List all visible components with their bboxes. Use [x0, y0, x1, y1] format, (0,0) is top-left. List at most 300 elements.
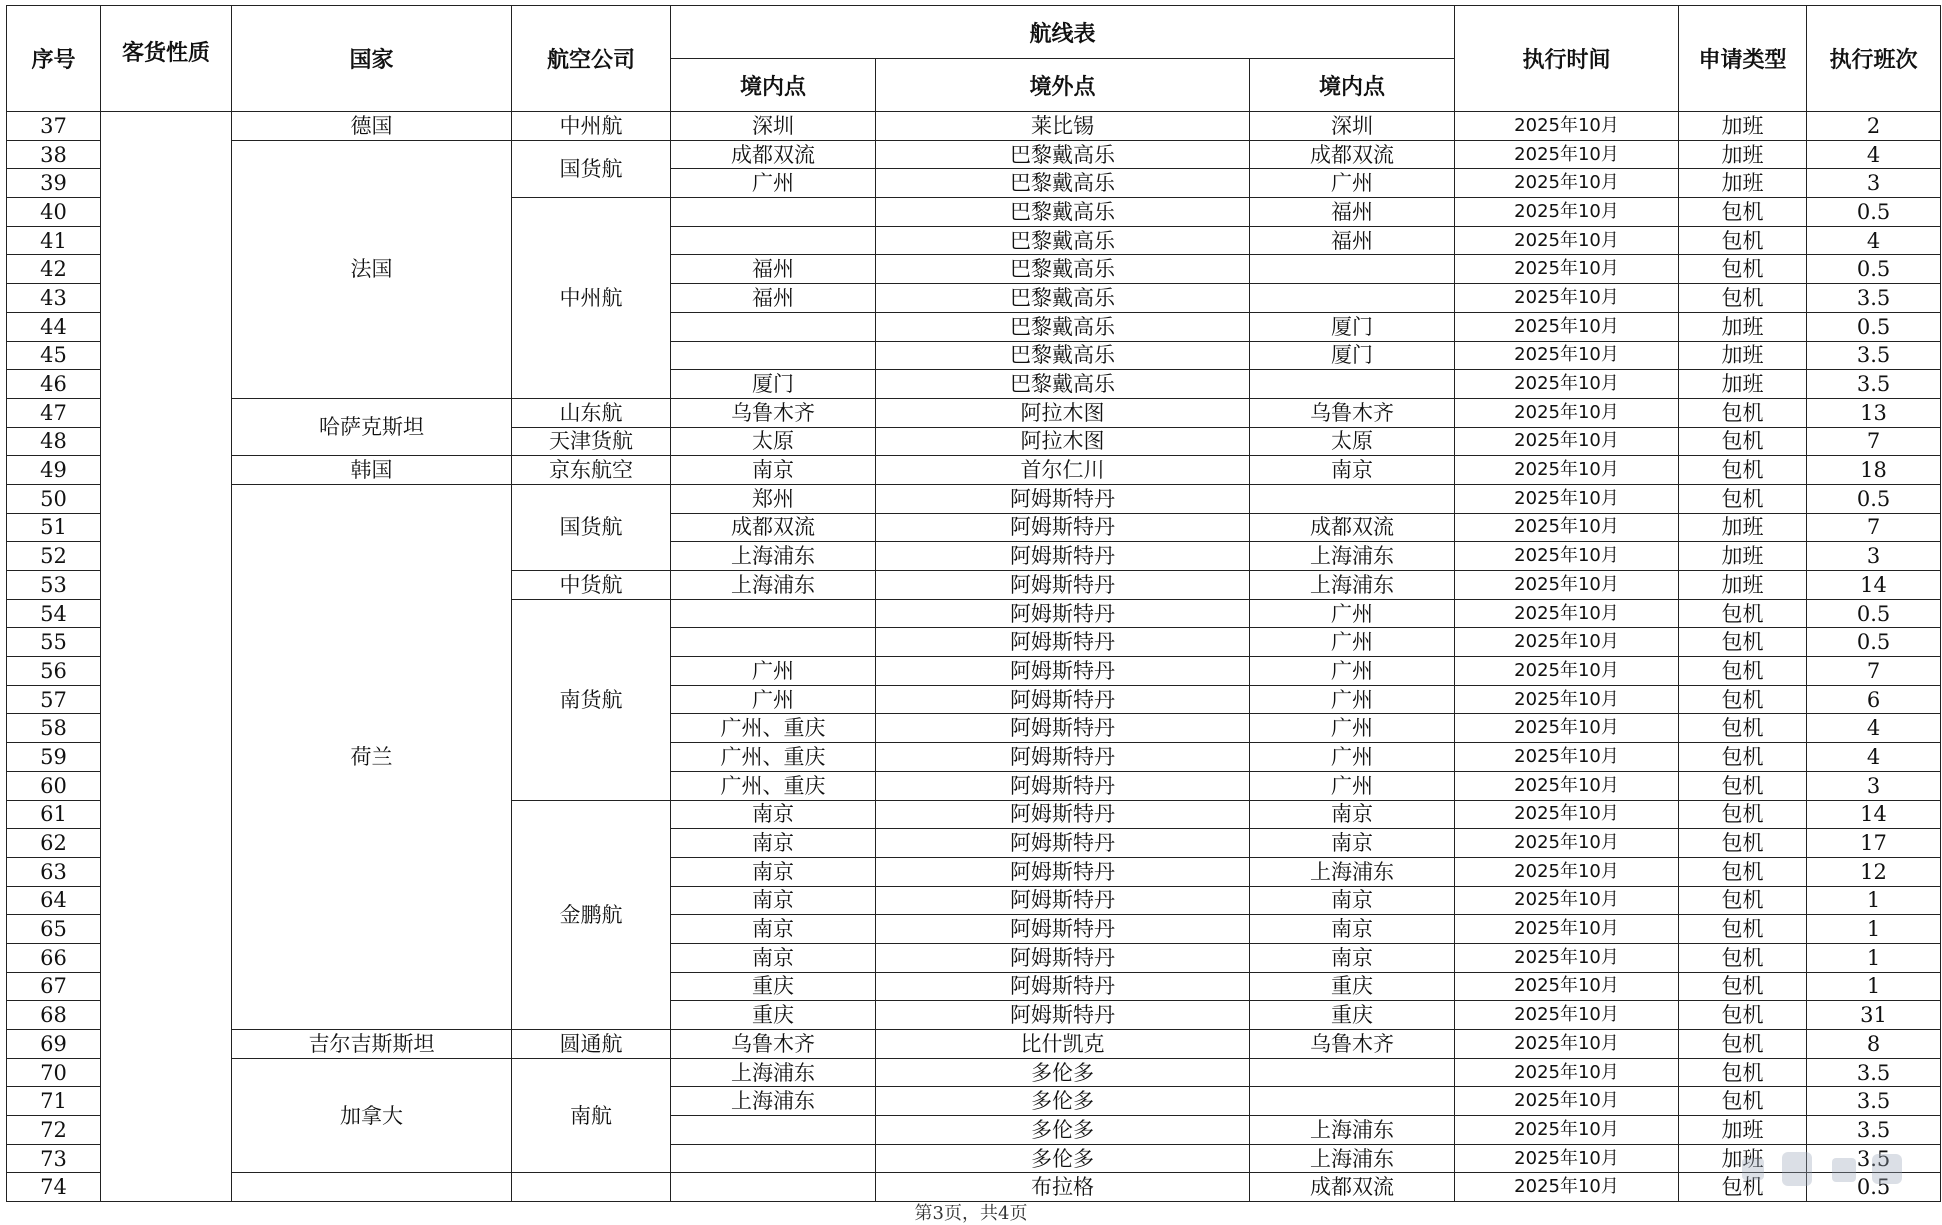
cell-flights: 18 [1807, 456, 1941, 485]
cell-seq: 50 [7, 484, 101, 513]
cell-domestic-return: 广州 [1250, 599, 1455, 628]
cell-flights: 3.5 [1807, 1116, 1941, 1145]
table-row [7, 112, 1941, 141]
cell-apply-type: 包机 [1679, 398, 1807, 427]
cell-apply-type: 包机 [1679, 198, 1807, 227]
cell-domestic-origin: 广州、重庆 [671, 743, 876, 772]
cell-seq: 67 [7, 972, 101, 1001]
cell-apply-type: 包机 [1679, 714, 1807, 743]
cell-seq: 37 [7, 112, 101, 141]
cell-cargo-type [101, 112, 232, 1202]
cell-foreign-point: 阿姆斯特丹 [876, 972, 1250, 1001]
cell-seq: 42 [7, 255, 101, 284]
cell-domestic-origin: 广州 [671, 685, 876, 714]
cell-exec-time: 2025年10月 [1455, 341, 1679, 370]
cell-domestic-origin: 南京 [671, 800, 876, 829]
cell-seq: 69 [7, 1030, 101, 1059]
flight-schedule-table [6, 5, 1941, 1202]
cell-flights: 31 [1807, 1001, 1941, 1030]
cell-foreign-point: 莱比锡 [876, 112, 1250, 141]
cell-foreign-point: 阿姆斯特丹 [876, 771, 1250, 800]
cell-domestic-origin: 福州 [671, 255, 876, 284]
cell-domestic-return: 南京 [1250, 915, 1455, 944]
cell-exec-time: 2025年10月 [1455, 1116, 1679, 1145]
cell-domestic-origin: 上海浦东 [671, 542, 876, 571]
cell-foreign-point: 阿姆斯特丹 [876, 599, 1250, 628]
cell-domestic-origin: 福州 [671, 284, 876, 313]
cell-domestic-return: 广州 [1250, 685, 1455, 714]
cell-domestic-origin: 重庆 [671, 1001, 876, 1030]
cell-seq: 51 [7, 513, 101, 542]
cell-domestic-origin [671, 341, 876, 370]
cell-apply-type: 包机 [1679, 771, 1807, 800]
header-airline: 航空公司 [512, 6, 671, 112]
cell-exec-time: 2025年10月 [1455, 714, 1679, 743]
cell-domestic-origin [671, 1173, 876, 1202]
cell-foreign-point: 多伦多 [876, 1087, 1250, 1116]
header-apply-type: 申请类型 [1679, 6, 1807, 112]
cell-exec-time: 2025年10月 [1455, 800, 1679, 829]
cell-seq: 41 [7, 226, 101, 255]
cell-airline: 圆通航 [512, 1030, 671, 1059]
cell-seq: 43 [7, 284, 101, 313]
cell-apply-type: 包机 [1679, 1087, 1807, 1116]
cell-domestic-origin: 广州、重庆 [671, 771, 876, 800]
cell-seq: 44 [7, 312, 101, 341]
cell-flights: 0.5 [1807, 198, 1941, 227]
cell-seq: 38 [7, 140, 101, 169]
cell-apply-type: 包机 [1679, 800, 1807, 829]
cell-country: 德国 [232, 112, 512, 141]
cell-airline: 中州航 [512, 198, 671, 399]
cell-domestic-return: 南京 [1250, 943, 1455, 972]
cell-exec-time: 2025年10月 [1455, 456, 1679, 485]
cell-flights: 17 [1807, 829, 1941, 858]
cell-exec-time: 2025年10月 [1455, 1058, 1679, 1087]
table-row [7, 1173, 1941, 1202]
cell-exec-time: 2025年10月 [1455, 771, 1679, 800]
cell-seq: 59 [7, 743, 101, 772]
cell-seq: 62 [7, 829, 101, 858]
cell-country: 法国 [232, 140, 512, 398]
cell-exec-time: 2025年10月 [1455, 1030, 1679, 1059]
cell-apply-type: 包机 [1679, 427, 1807, 456]
cell-apply-type: 包机 [1679, 943, 1807, 972]
cell-apply-type: 加班 [1679, 341, 1807, 370]
cell-seq: 57 [7, 685, 101, 714]
cell-seq: 56 [7, 657, 101, 686]
cell-flights: 0.5 [1807, 255, 1941, 284]
cell-flights: 1 [1807, 943, 1941, 972]
cell-exec-time: 2025年10月 [1455, 370, 1679, 399]
cell-apply-type: 加班 [1679, 542, 1807, 571]
cell-exec-time: 2025年10月 [1455, 140, 1679, 169]
cell-domestic-return: 成都双流 [1250, 1173, 1455, 1202]
cell-exec-time: 2025年10月 [1455, 943, 1679, 972]
cell-domestic-return: 南京 [1250, 829, 1455, 858]
cell-flights: 13 [1807, 398, 1941, 427]
cell-airline: 南货航 [512, 599, 671, 800]
cell-domestic-return: 乌鲁木齐 [1250, 1030, 1455, 1059]
cell-exec-time: 2025年10月 [1455, 1087, 1679, 1116]
cell-domestic-origin [671, 1116, 876, 1145]
header-exec-time: 执行时间 [1455, 6, 1679, 112]
cell-domestic-return: 上海浦东 [1250, 571, 1455, 600]
cell-domestic-return: 南京 [1250, 800, 1455, 829]
cell-airline: 京东航空 [512, 456, 671, 485]
cell-domestic-return: 福州 [1250, 198, 1455, 227]
cell-airline [512, 1173, 671, 1202]
cell-exec-time: 2025年10月 [1455, 857, 1679, 886]
cell-exec-time: 2025年10月 [1455, 198, 1679, 227]
cell-apply-type: 加班 [1679, 370, 1807, 399]
cell-exec-time: 2025年10月 [1455, 226, 1679, 255]
cell-flights: 3.5 [1807, 284, 1941, 313]
cell-domestic-origin: 厦门 [671, 370, 876, 399]
cell-domestic-return: 深圳 [1250, 112, 1455, 141]
cell-apply-type: 包机 [1679, 743, 1807, 772]
cell-foreign-point: 阿姆斯特丹 [876, 943, 1250, 972]
cell-apply-type: 包机 [1679, 284, 1807, 313]
cell-seq: 72 [7, 1116, 101, 1145]
cell-airline: 天津货航 [512, 427, 671, 456]
cell-country: 吉尔吉斯斯坦 [232, 1030, 512, 1059]
cell-flights: 1 [1807, 972, 1941, 1001]
cell-domestic-return [1250, 284, 1455, 313]
cell-flights: 8 [1807, 1030, 1941, 1059]
cell-airline: 国货航 [512, 140, 671, 197]
cell-flights: 4 [1807, 226, 1941, 255]
cell-foreign-point: 阿姆斯特丹 [876, 571, 1250, 600]
cell-exec-time: 2025年10月 [1455, 743, 1679, 772]
cell-domestic-origin: 上海浦东 [671, 571, 876, 600]
cell-foreign-point: 首尔仁川 [876, 456, 1250, 485]
cell-domestic-return: 广州 [1250, 628, 1455, 657]
cell-domestic-return: 广州 [1250, 714, 1455, 743]
cell-exec-time: 2025年10月 [1455, 829, 1679, 858]
cell-domestic-return: 乌鲁木齐 [1250, 398, 1455, 427]
cell-domestic-origin: 南京 [671, 886, 876, 915]
cell-apply-type: 包机 [1679, 628, 1807, 657]
cell-flights: 3 [1807, 771, 1941, 800]
cell-exec-time: 2025年10月 [1455, 1144, 1679, 1173]
cell-seq: 52 [7, 542, 101, 571]
cell-domestic-return [1250, 370, 1455, 399]
cell-seq: 65 [7, 915, 101, 944]
cell-foreign-point: 阿姆斯特丹 [876, 915, 1250, 944]
cell-seq: 48 [7, 427, 101, 456]
cell-domestic-origin: 南京 [671, 456, 876, 485]
cell-foreign-point: 阿拉木图 [876, 398, 1250, 427]
cell-apply-type: 包机 [1679, 886, 1807, 915]
cell-domestic-return: 上海浦东 [1250, 542, 1455, 571]
cell-foreign-point: 巴黎戴高乐 [876, 341, 1250, 370]
cell-foreign-point: 阿姆斯特丹 [876, 657, 1250, 686]
cell-apply-type: 包机 [1679, 829, 1807, 858]
cell-foreign-point: 阿姆斯特丹 [876, 685, 1250, 714]
table-row [7, 1058, 1941, 1087]
cell-domestic-origin: 南京 [671, 829, 876, 858]
cell-foreign-point: 多伦多 [876, 1058, 1250, 1087]
cell-exec-time: 2025年10月 [1455, 886, 1679, 915]
cell-seq: 39 [7, 169, 101, 198]
header-foreign-point: 境外点 [876, 59, 1250, 112]
cell-domestic-origin: 南京 [671, 915, 876, 944]
cell-domestic-return: 南京 [1250, 456, 1455, 485]
header-country: 国家 [232, 6, 512, 112]
cell-domestic-origin [671, 1144, 876, 1173]
cell-exec-time: 2025年10月 [1455, 972, 1679, 1001]
cell-domestic-origin: 郑州 [671, 484, 876, 513]
cell-domestic-origin: 成都双流 [671, 513, 876, 542]
cell-foreign-point: 巴黎戴高乐 [876, 226, 1250, 255]
cell-exec-time: 2025年10月 [1455, 571, 1679, 600]
cell-airline: 中州航 [512, 112, 671, 141]
cell-flights: 0.5 [1807, 628, 1941, 657]
cell-seq: 68 [7, 1001, 101, 1030]
cell-apply-type: 加班 [1679, 112, 1807, 141]
cell-exec-time: 2025年10月 [1455, 685, 1679, 714]
cell-domestic-origin [671, 226, 876, 255]
cell-airline: 中货航 [512, 571, 671, 600]
cell-domestic-return: 成都双流 [1250, 513, 1455, 542]
cell-foreign-point: 阿姆斯特丹 [876, 513, 1250, 542]
cell-exec-time: 2025年10月 [1455, 284, 1679, 313]
cell-flights: 7 [1807, 657, 1941, 686]
cell-flights: 3 [1807, 542, 1941, 571]
cell-flights: 0.5 [1807, 484, 1941, 513]
cell-apply-type: 包机 [1679, 972, 1807, 1001]
cell-apply-type: 包机 [1679, 226, 1807, 255]
cell-airline: 山东航 [512, 398, 671, 427]
cell-domestic-return [1250, 1087, 1455, 1116]
cell-foreign-point: 巴黎戴高乐 [876, 312, 1250, 341]
cell-foreign-point: 阿姆斯特丹 [876, 743, 1250, 772]
cell-airline: 金鹏航 [512, 800, 671, 1030]
cell-exec-time: 2025年10月 [1455, 513, 1679, 542]
cell-domestic-return: 广州 [1250, 657, 1455, 686]
cell-apply-type: 加班 [1679, 140, 1807, 169]
cell-airline: 国货航 [512, 484, 671, 570]
cell-domestic-origin: 太原 [671, 427, 876, 456]
cell-apply-type: 包机 [1679, 1173, 1807, 1202]
cell-domestic-origin: 成都双流 [671, 140, 876, 169]
table-row [7, 398, 1941, 427]
cell-country: 加拿大 [232, 1058, 512, 1173]
cell-domestic-return: 上海浦东 [1250, 857, 1455, 886]
cell-foreign-point: 阿姆斯特丹 [876, 714, 1250, 743]
cell-apply-type: 包机 [1679, 255, 1807, 284]
cell-domestic-return: 厦门 [1250, 312, 1455, 341]
page-footer: 第3页，共4页 [914, 1203, 1028, 1224]
cell-foreign-point: 巴黎戴高乐 [876, 169, 1250, 198]
cell-domestic-origin [671, 599, 876, 628]
cell-domestic-return: 上海浦东 [1250, 1144, 1455, 1173]
cell-apply-type: 包机 [1679, 685, 1807, 714]
cell-seq: 60 [7, 771, 101, 800]
cell-seq: 64 [7, 886, 101, 915]
cell-domestic-origin [671, 628, 876, 657]
cell-apply-type: 包机 [1679, 857, 1807, 886]
table-row [7, 140, 1941, 169]
cell-domestic-return: 重庆 [1250, 1001, 1455, 1030]
cell-exec-time: 2025年10月 [1455, 1001, 1679, 1030]
cell-apply-type: 包机 [1679, 1030, 1807, 1059]
cell-country: 哈萨克斯坦 [232, 398, 512, 455]
cell-flights: 6 [1807, 685, 1941, 714]
cell-country: 荷兰 [232, 484, 512, 1029]
cell-seq: 54 [7, 599, 101, 628]
cell-flights: 3.5 [1807, 1144, 1941, 1173]
cell-seq: 46 [7, 370, 101, 399]
cell-seq: 73 [7, 1144, 101, 1173]
cell-exec-time: 2025年10月 [1455, 542, 1679, 571]
cell-exec-time: 2025年10月 [1455, 112, 1679, 141]
cell-foreign-point: 巴黎戴高乐 [876, 198, 1250, 227]
cell-exec-time: 2025年10月 [1455, 255, 1679, 284]
header-seq: 序号 [7, 6, 101, 112]
cell-apply-type: 包机 [1679, 1001, 1807, 1030]
cell-apply-type: 加班 [1679, 1116, 1807, 1145]
cell-flights: 7 [1807, 427, 1941, 456]
header-domestic-point-origin: 境内点 [671, 59, 876, 112]
cell-exec-time: 2025年10月 [1455, 312, 1679, 341]
cell-flights: 0.5 [1807, 599, 1941, 628]
cell-foreign-point: 阿姆斯特丹 [876, 857, 1250, 886]
cell-foreign-point: 布拉格 [876, 1173, 1250, 1202]
cell-domestic-origin: 深圳 [671, 112, 876, 141]
cell-apply-type: 包机 [1679, 657, 1807, 686]
cell-exec-time: 2025年10月 [1455, 169, 1679, 198]
cell-domestic-origin: 乌鲁木齐 [671, 1030, 876, 1059]
cell-seq: 58 [7, 714, 101, 743]
cell-seq: 66 [7, 943, 101, 972]
cell-apply-type: 包机 [1679, 915, 1807, 944]
cell-seq: 74 [7, 1173, 101, 1202]
cell-foreign-point: 阿姆斯特丹 [876, 542, 1250, 571]
cell-domestic-return: 重庆 [1250, 972, 1455, 1001]
cell-seq: 45 [7, 341, 101, 370]
header-route-table: 航线表 [671, 6, 1455, 59]
cell-flights: 7 [1807, 513, 1941, 542]
cell-domestic-return: 上海浦东 [1250, 1116, 1455, 1145]
cell-apply-type: 包机 [1679, 456, 1807, 485]
cell-foreign-point: 巴黎戴高乐 [876, 140, 1250, 169]
cell-foreign-point: 巴黎戴高乐 [876, 255, 1250, 284]
cell-domestic-origin: 乌鲁木齐 [671, 398, 876, 427]
cell-domestic-origin [671, 198, 876, 227]
cell-domestic-origin: 广州、重庆 [671, 714, 876, 743]
cell-domestic-return: 太原 [1250, 427, 1455, 456]
cell-flights: 2 [1807, 112, 1941, 141]
cell-seq: 61 [7, 800, 101, 829]
cell-seq: 63 [7, 857, 101, 886]
cell-apply-type: 加班 [1679, 513, 1807, 542]
cell-domestic-return [1250, 484, 1455, 513]
cell-seq: 49 [7, 456, 101, 485]
cell-apply-type: 加班 [1679, 1144, 1807, 1173]
cell-domestic-return [1250, 255, 1455, 284]
cell-foreign-point: 阿姆斯特丹 [876, 1001, 1250, 1030]
cell-exec-time: 2025年10月 [1455, 599, 1679, 628]
cell-exec-time: 2025年10月 [1455, 915, 1679, 944]
cell-domestic-origin: 南京 [671, 857, 876, 886]
cell-flights: 1 [1807, 886, 1941, 915]
cell-flights: 14 [1807, 800, 1941, 829]
cell-apply-type: 包机 [1679, 599, 1807, 628]
cell-domestic-return: 广州 [1250, 169, 1455, 198]
cell-foreign-point: 阿姆斯特丹 [876, 800, 1250, 829]
cell-flights: 0.5 [1807, 1173, 1941, 1202]
header-flights: 执行班次 [1807, 6, 1941, 112]
table-row [7, 1030, 1941, 1059]
cell-exec-time: 2025年10月 [1455, 484, 1679, 513]
cell-airline: 南航 [512, 1058, 671, 1173]
cell-domestic-return: 南京 [1250, 886, 1455, 915]
cell-foreign-point: 巴黎戴高乐 [876, 284, 1250, 313]
cell-flights: 12 [1807, 857, 1941, 886]
cell-domestic-origin: 南京 [671, 943, 876, 972]
cell-apply-type: 加班 [1679, 571, 1807, 600]
cell-foreign-point: 阿拉木图 [876, 427, 1250, 456]
cell-flights: 4 [1807, 140, 1941, 169]
cell-domestic-origin: 上海浦东 [671, 1058, 876, 1087]
cell-foreign-point: 多伦多 [876, 1116, 1250, 1145]
cell-domestic-return: 广州 [1250, 743, 1455, 772]
cell-domestic-return: 福州 [1250, 226, 1455, 255]
cell-foreign-point: 阿姆斯特丹 [876, 484, 1250, 513]
cell-flights: 3.5 [1807, 1087, 1941, 1116]
cell-apply-type: 加班 [1679, 169, 1807, 198]
cell-flights: 3.5 [1807, 1058, 1941, 1087]
cell-flights: 3.5 [1807, 370, 1941, 399]
cell-apply-type: 加班 [1679, 312, 1807, 341]
cell-seq: 71 [7, 1087, 101, 1116]
cell-seq: 40 [7, 198, 101, 227]
cell-seq: 53 [7, 571, 101, 600]
cell-apply-type: 包机 [1679, 484, 1807, 513]
cell-foreign-point: 阿姆斯特丹 [876, 829, 1250, 858]
cell-country [232, 1173, 512, 1202]
cell-flights: 3.5 [1807, 341, 1941, 370]
cell-domestic-origin: 上海浦东 [671, 1087, 876, 1116]
cell-exec-time: 2025年10月 [1455, 398, 1679, 427]
cell-seq: 47 [7, 398, 101, 427]
table-row [7, 484, 1941, 513]
cell-domestic-return: 成都双流 [1250, 140, 1455, 169]
cell-foreign-point: 比什凯克 [876, 1030, 1250, 1059]
cell-domestic-origin: 重庆 [671, 972, 876, 1001]
cell-domestic-return: 厦门 [1250, 341, 1455, 370]
cell-domestic-origin [671, 312, 876, 341]
cell-domestic-origin: 广州 [671, 657, 876, 686]
cell-foreign-point: 巴黎戴高乐 [876, 370, 1250, 399]
cell-exec-time: 2025年10月 [1455, 427, 1679, 456]
cell-flights: 0.5 [1807, 312, 1941, 341]
cell-flights: 4 [1807, 743, 1941, 772]
cell-flights: 1 [1807, 915, 1941, 944]
header-domestic-point-return: 境内点 [1250, 59, 1455, 112]
cell-domestic-return: 广州 [1250, 771, 1455, 800]
cell-flights: 4 [1807, 714, 1941, 743]
header-cargo-type: 客货性质 [101, 6, 232, 112]
cell-foreign-point: 多伦多 [876, 1144, 1250, 1173]
cell-foreign-point: 阿姆斯特丹 [876, 886, 1250, 915]
cell-flights: 3 [1807, 169, 1941, 198]
cell-seq: 70 [7, 1058, 101, 1087]
cell-exec-time: 2025年10月 [1455, 1173, 1679, 1202]
table-body [7, 112, 1941, 1202]
